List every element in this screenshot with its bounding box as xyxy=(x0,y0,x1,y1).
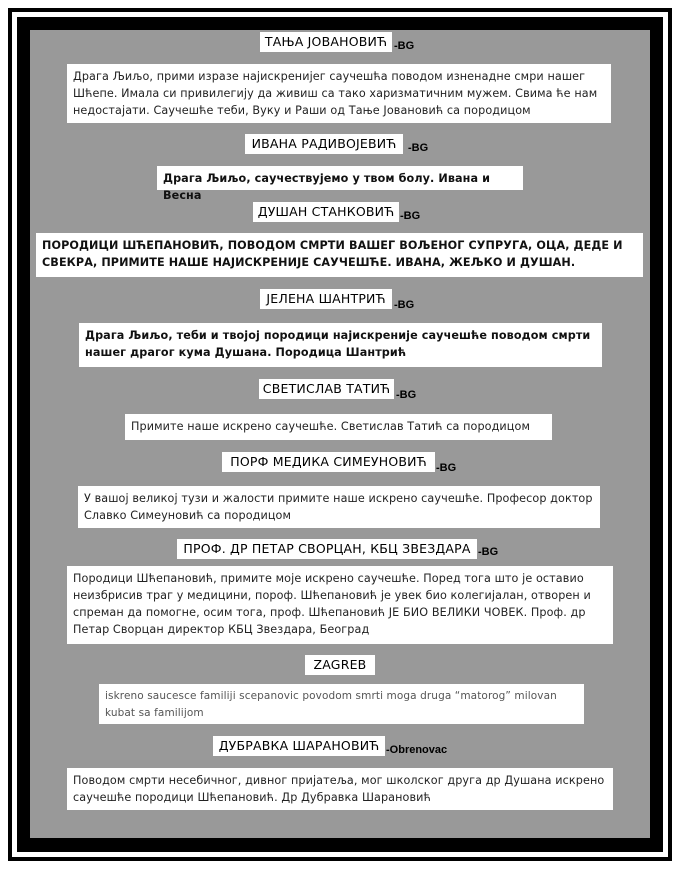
entry-location: -BG xyxy=(394,299,415,311)
entry-name: СВЕТИСЛАВ ТАТИЋ xyxy=(259,379,394,399)
entry-name: ПОРФ МЕДИКА СИМЕУНОВИЋ xyxy=(222,452,435,472)
entry-name: ПРОФ. ДР ПЕТАР СВОРЦАН, КБЦ ЗВЕЗДАРА xyxy=(177,539,477,559)
entry-location: -BG xyxy=(436,462,457,474)
entry-location: -BG xyxy=(478,546,499,558)
entry-name: ДУБРАВКА ШАРАНОВИЋ xyxy=(213,736,385,756)
entry-name: ИВАНА РАДИВОЈЕВИЋ xyxy=(245,134,403,154)
entry-name: ДУШАН СТАНКОВИЋ xyxy=(253,202,399,222)
entry-name: ZAGREB xyxy=(305,655,375,675)
condolence-message: Породици Шћепановић, примите моје искрено саучешће. Поред тога што је оставио неизбрисив траг у медицини, пороф. Шћепановић је увек био колегијалан, отворен и спреман да помогне, осим тога, проф. Шћепановић ЈЕ БИО ВЕЛИКИ ЧОВЕК. Проф. др Петар Сворцан директор КБЦ Звездара, Београд xyxy=(67,566,613,644)
entry-location: -Obrenovac xyxy=(386,744,448,756)
condolence-message: ПОРОДИЦИ ШЋЕПАНОВИЋ, ПОВОДОМ СМРТИ ВАШЕГ ВОЉЕНОГ СУПРУГА, ОЦА, ДЕДЕ И СВЕКРА, ПРИМИТЕ НАШЕ НАЈИСКРЕНИЈЕ САУЧЕШЋЕ. ИВАНА, ЖЕЉКО И ДУШАН. xyxy=(36,233,643,277)
entry-location: -BG xyxy=(396,389,417,401)
condolence-message: Поводом смрти несебичног, дивног пријатеља, мог школског друга др Душана искрено саучешће породици Шћепановић. Др Дубравка Шарановић xyxy=(67,768,613,810)
entry-name: ТАЊА ЈОВАНОВИЋ xyxy=(260,32,392,52)
entry-location: -BG xyxy=(408,142,429,154)
entry-name: ЈЕЛЕНА ШАНТРИЋ xyxy=(260,289,392,309)
condolence-message: Примите наше искрено саучешће. Светислав Татић са породицом xyxy=(125,414,552,440)
condolence-message: У вашој великој тузи и жалости примите наше искрено саучешће. Професор доктор Славко Симеуновић са породицом xyxy=(78,486,600,528)
entry-location: -BG xyxy=(400,210,421,222)
entry-location: -BG xyxy=(394,40,415,52)
condolence-message: Драга Љиљо, прими изразе најискренијег саучешћа поводом изненадне смри нашег Шћепе. Имала си привилегију да живиш са тако харизматичним мужем. Свима ће нам недостајати. Саучешће теби, Вуку и Раши од Тање Јовановић са породицом xyxy=(67,64,611,123)
condolence-message: Драга Љиљо, саучествујемо у твом болу. Ивана и Весна xyxy=(157,166,523,190)
condolence-message: iskreno saucesce familiji scepanovic povodom smrti moga druga “matorog” milovan kubat sa familijom xyxy=(99,684,584,724)
condolence-message: Драга Љиљо, теби и твојој породици најискреније саучешће поводом смрти нашег драгог кума Душана. Породица Шантрић xyxy=(79,323,602,367)
